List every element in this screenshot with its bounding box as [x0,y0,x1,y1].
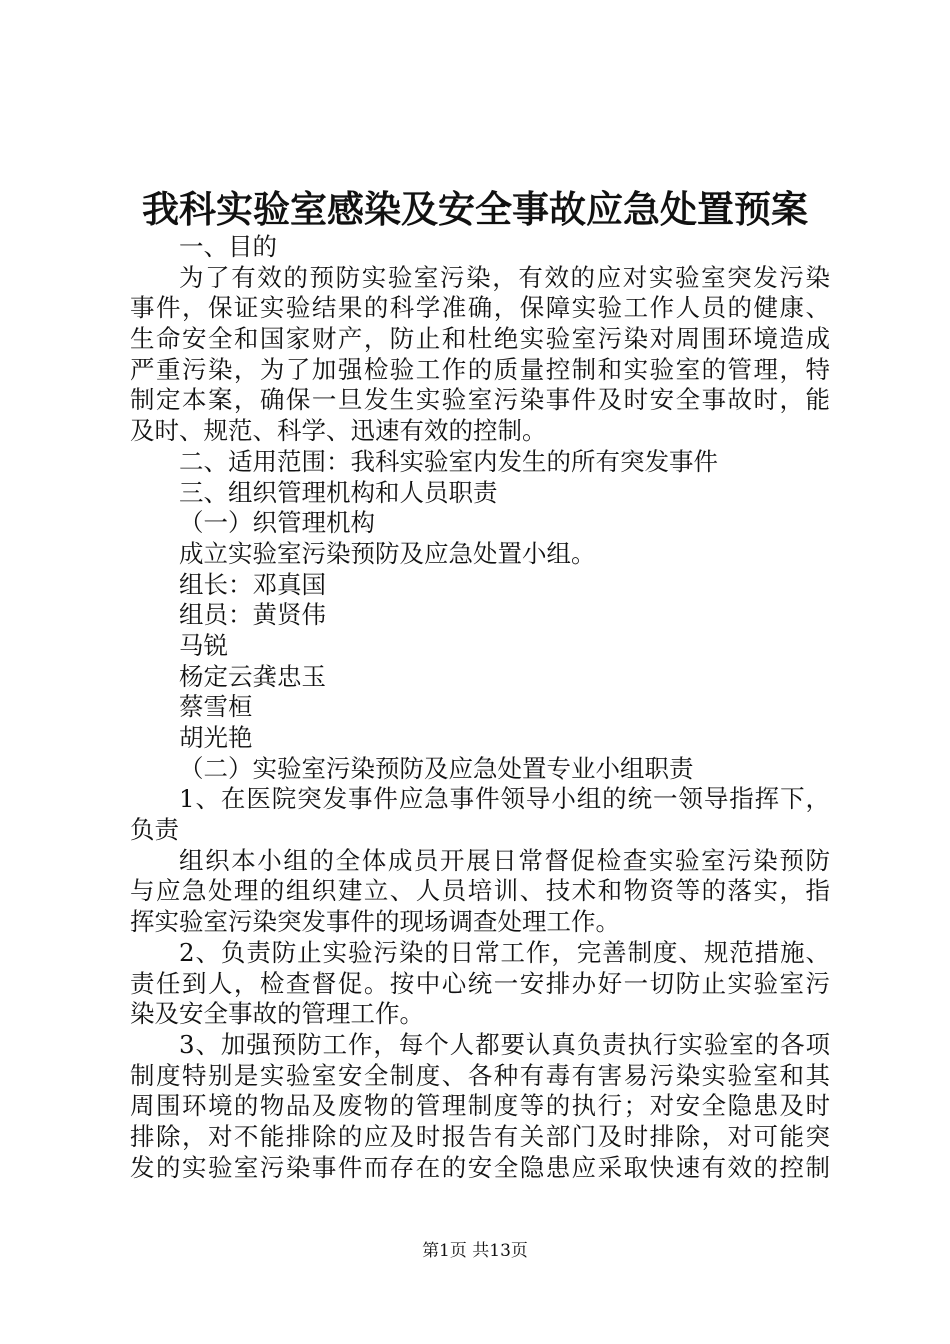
group-member: 杨定云龚忠玉 [179,661,326,691]
paragraph-line: 染及安全事故的管理工作。 [130,999,424,1029]
paragraph-line: 制度特别是实验室安全制度、各种有毒有害易污染实验室和其 [130,1060,830,1090]
document-body [130,232,830,1183]
paragraph-line: 责任到人，检查督促。按中心统一安排办好一切防止实验室污 [130,968,830,998]
paragraph-line: 严重污染，为了加强检验工作的质量控制和实验室的管理，特 [130,354,830,384]
paragraph-line: 生命安全和国家财产，防止和杜绝实验室污染对周围环境造成 [130,324,830,354]
group-member: 胡光艳 [179,723,253,752]
paragraph-line: 发的实验室污染事件而存在的安全隐患应采取快速有效的控制 [130,1152,830,1182]
paragraph-line: 周围环境的物品及废物的管理制度等的执行；对安全隐患及时 [130,1091,830,1121]
section-heading: 二、适用范围：我科实验室内发生的所有突发事件 [179,446,718,476]
paragraph-line: 挥实验室污染突发事件的现场调查处理工作。 [130,907,620,937]
paragraph-line: 为了有效的预防实验室污染，有效的应对实验室突发污染 [179,262,830,292]
section-heading: 三、组织管理机构和人员职责 [179,477,498,507]
page-footer: 第1页 共13页 [422,1241,528,1261]
subsection-heading: （一）织管理机构 [179,508,375,538]
group-leader: 组长：邓真国 [179,569,326,599]
group-member: 组员：黄贤伟 [179,600,326,630]
subsection-heading: （二）实验室污染预防及应急处置专业小组职责 [179,753,694,783]
paragraph-line: 1、在医院突发事件应急事件领导小组的统一领导指挥下， [179,784,830,814]
paragraph-line: 2、负责防止实验污染的日常工作，完善制度、规范措施、 [179,937,830,967]
paragraph-line: 及时、规范、科学、迅速有效的控制。 [130,416,547,446]
group-member: 马锐 [179,630,228,660]
paragraph-line: 制定本案，确保一旦发生实验室污染事件及时安全事故时，能 [130,385,830,415]
section-heading: 一、目的 [179,232,277,261]
paragraph-line: 成立实验室污染预防及应急处置小组。 [179,538,596,568]
paragraph-line: 3、加强预防工作，每个人都要认真负责执行实验室的各项 [179,1029,830,1059]
paragraph-line: 事件，保证实验结果的科学准确，保障实验工作人员的健康、 [130,293,830,323]
paragraph-line: 与应急处理的组织建立、人员培训、技术和物资等的落实，指 [130,876,830,906]
document-title: 我科实验室感染及安全事故应急处置预案 [142,187,808,231]
paragraph-line: 组织本小组的全体成员开展日常督促检查实验室污染预防 [179,845,830,875]
paragraph-line: 负责 [130,815,179,845]
paragraph-line: 排除，对不能排除的应及时报告有关部门及时排除，对可能突 [130,1121,830,1151]
group-member: 蔡雪桓 [179,692,253,722]
